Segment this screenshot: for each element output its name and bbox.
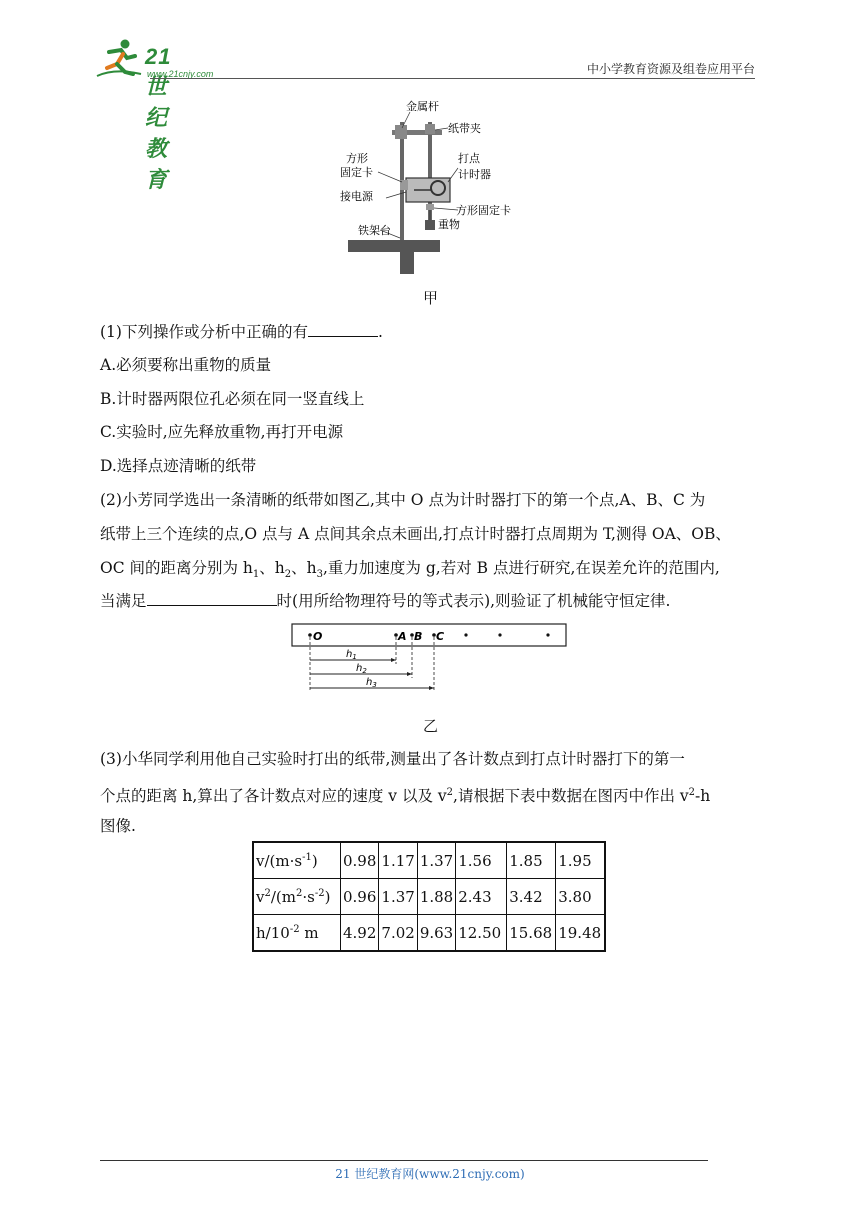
label-stand: 铁架台 bbox=[358, 224, 391, 237]
q3-line-2-a: 个点的距离 h,算出了各计数点对应的速度 v 以及 v bbox=[100, 787, 447, 806]
label-square-clamp-left-1: 方形 bbox=[346, 152, 368, 165]
row-label-h bbox=[253, 915, 341, 952]
bar-clamp bbox=[395, 125, 407, 139]
table-leg bbox=[400, 252, 414, 274]
label-h2: $h_2$ bbox=[356, 663, 367, 675]
tape-dot bbox=[498, 633, 501, 636]
q3-line-2-b: ,请根据下表中数据在图丙中作出 v bbox=[453, 787, 689, 806]
footer-divider bbox=[100, 1160, 708, 1161]
row-label-v2 bbox=[253, 879, 341, 915]
q1-option-b: B.计时器两限位孔必须在同一竖直线上 bbox=[100, 390, 365, 408]
row-label-v bbox=[253, 842, 341, 879]
point-o bbox=[308, 633, 312, 637]
q1-option-c: C.实验时,应先释放重物,再打开电源 bbox=[100, 423, 344, 441]
table-cell: 12.50 bbox=[456, 915, 507, 952]
runner-logo-icon bbox=[95, 38, 145, 78]
q1-stem bbox=[100, 322, 383, 342]
row-label-v2-mid: /(m bbox=[270, 887, 296, 906]
table-cell: 9.63 bbox=[417, 915, 455, 952]
q1-option-d: D.选择点迹清晰的纸带 bbox=[100, 457, 257, 475]
footer-link[interactable]: 21 世纪教育网(www.21cnjy.com) bbox=[335, 1167, 525, 1181]
q3-line-2-c: -h bbox=[695, 787, 711, 806]
q2-line-3-b: 、h bbox=[259, 559, 285, 577]
stand-base bbox=[348, 240, 440, 252]
label-rod: 金属杆 bbox=[406, 100, 439, 113]
logo-url: www.21cnjy.com bbox=[147, 69, 214, 79]
row-label-v2-sup3: -2 bbox=[314, 887, 325, 899]
q2-line-4 bbox=[100, 591, 670, 611]
label-b: B bbox=[414, 630, 423, 643]
table-cell: 1.37 bbox=[417, 842, 455, 879]
site-logo bbox=[95, 38, 214, 192]
figure-jia-caption: 甲 bbox=[423, 289, 439, 307]
table-cell: 1.37 bbox=[379, 879, 417, 915]
weight bbox=[425, 220, 435, 230]
table-cell: 3.80 bbox=[556, 879, 606, 915]
label-tape-clip: 纸带夹 bbox=[448, 122, 481, 135]
row-label-v2-sup2: 2 bbox=[296, 887, 303, 899]
q2-line-3-d: ,重力加速度为 g,若对 B 点进行研究,在误差允许的范围内, bbox=[323, 559, 720, 577]
table-cell: 1.88 bbox=[417, 879, 455, 915]
table-cell: 7.02 bbox=[379, 915, 417, 952]
q2-line-3: OC 间的距离分别为 $h_1$、$h_2$、$h_3$,重力加速度为 g,若对 B 点进行研究,在误差允许的范围内, bbox=[100, 559, 720, 581]
q1-stem-text: (1)下列操作或分析中正确的有 bbox=[100, 323, 308, 341]
row-label-v-text: v/(m·s bbox=[256, 851, 303, 870]
paper-tape-figure bbox=[290, 622, 570, 694]
q2-line-4-after: 时(用所给物理符号的等式表示),则验证了机械能守恒定律. bbox=[276, 592, 671, 610]
label-a: A bbox=[398, 630, 407, 643]
header-tagline: 中小学教育资源及组卷应用平台 bbox=[586, 62, 755, 76]
row-label-v-sup: -1 bbox=[302, 851, 312, 863]
row-label-h-text: h/10 bbox=[256, 923, 290, 942]
table-cell: 1.85 bbox=[507, 842, 556, 879]
q3-line-2: 个点的距离 h,算出了各计数点对应的速度 v 以及 $v^2$,请根据下表中数据在图丙中作出 $v^2-h$ bbox=[100, 787, 711, 806]
q2-line-3-a: OC 间的距离分别为 h bbox=[100, 559, 253, 577]
row-label-v-end: ) bbox=[311, 851, 318, 870]
q2-line-2: 纸带上三个连续的点,O 点与 A 点间其余点未画出,打点计时器打点周期为 T,测得 OA、OB、 bbox=[100, 525, 731, 543]
table-cell: 1.56 bbox=[456, 842, 507, 879]
table-row bbox=[253, 879, 605, 915]
table-cell: 3.42 bbox=[507, 879, 556, 915]
table-cell: 0.98 bbox=[341, 842, 379, 879]
label-timer-1: 打点 bbox=[458, 152, 480, 165]
label-weight: 重物 bbox=[438, 218, 460, 231]
label-h1: $h_1$ bbox=[346, 649, 357, 661]
row-label-h-sup: -2 bbox=[289, 923, 300, 935]
logo-text: 21世纪教育 bbox=[145, 44, 172, 192]
paper-tape bbox=[292, 624, 566, 646]
label-power: 接电源 bbox=[340, 190, 373, 203]
label-o: O bbox=[313, 630, 323, 643]
row-label-v2-mid2: ·s bbox=[302, 887, 315, 906]
q2-line-3-c: 、h bbox=[291, 559, 317, 577]
q2-answer-blank[interactable] bbox=[147, 591, 277, 606]
q3-line-1: (3)小华同学利用他自己实验时打出的纸带,测量出了各计数点到打点计时器打下的第一 bbox=[100, 750, 685, 768]
table-row bbox=[253, 915, 605, 952]
header-divider bbox=[150, 78, 755, 79]
tape-dot bbox=[464, 633, 467, 636]
q1-stem-end: . bbox=[377, 323, 383, 341]
table-cell: 2.43 bbox=[456, 879, 507, 915]
label-timer-2: 计时器 bbox=[458, 168, 491, 181]
row-label-h-end: m bbox=[299, 923, 319, 942]
figure-yi-caption: 乙 bbox=[423, 717, 439, 735]
table-cell: 15.68 bbox=[507, 915, 556, 952]
label-h3: $h_3$ bbox=[366, 677, 377, 689]
apparatus-figure bbox=[340, 100, 540, 276]
square-clamp-right bbox=[426, 204, 434, 210]
table-cell: 1.95 bbox=[556, 842, 606, 879]
table-row bbox=[253, 842, 605, 879]
table-cell: 1.17 bbox=[379, 842, 417, 879]
table-cell: 4.92 bbox=[341, 915, 379, 952]
row-label-v2-sup: 2 bbox=[264, 887, 271, 899]
tape-clip bbox=[425, 124, 435, 134]
q1-answer-blank[interactable] bbox=[308, 322, 378, 337]
q2-line-4-before: 当满足 bbox=[100, 592, 147, 610]
table-cell: 0.96 bbox=[341, 879, 379, 915]
label-c: C bbox=[436, 630, 445, 643]
q3-line-3: 图像. bbox=[100, 817, 136, 835]
label-square-clamp-right: 方形固定卡 bbox=[456, 204, 511, 217]
tape-dot bbox=[546, 633, 549, 636]
q2-line-1: (2)小芳同学选出一条清晰的纸带如图乙,其中 O 点为计时器打下的第一个点,A、B、C 为 bbox=[100, 491, 706, 509]
table-cell: 19.48 bbox=[556, 915, 606, 952]
row-label-v2-end: ) bbox=[324, 887, 331, 906]
data-table bbox=[252, 841, 606, 952]
row-label-v2-text: v bbox=[256, 887, 265, 906]
q1-option-a: A.必须要称出重物的质量 bbox=[100, 356, 272, 374]
label-square-clamp-left-2: 固定卡 bbox=[340, 166, 373, 179]
